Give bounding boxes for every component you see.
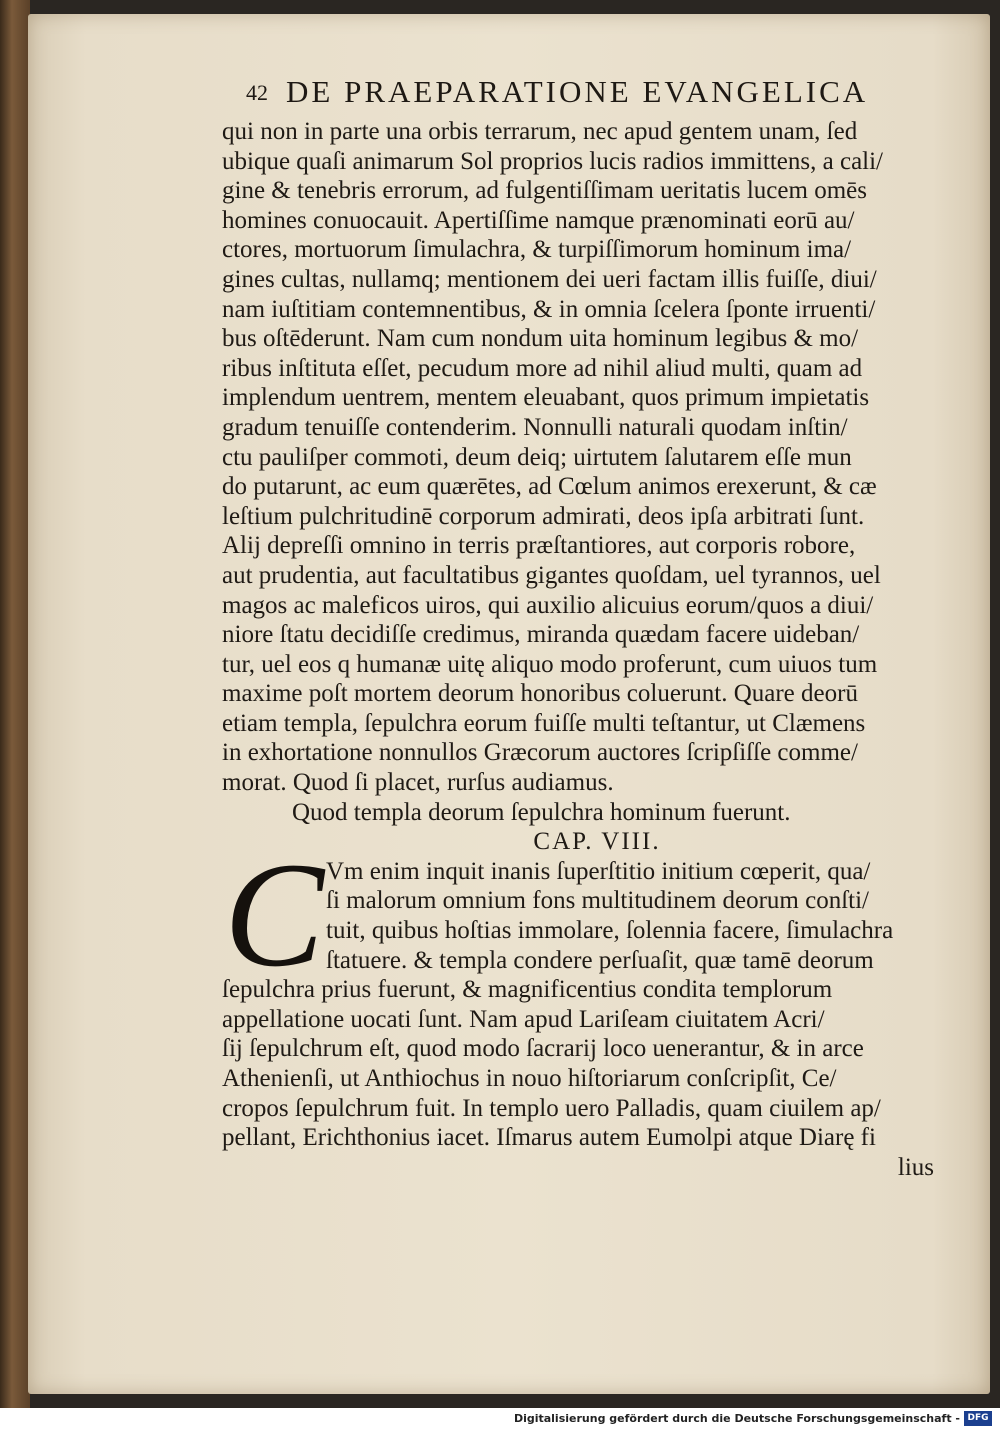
text-line: homines conuocauit. Apertiſſime namque prænominati eorū au/ [222,206,855,234]
text-line: leſtium pulchritudinē corporum admirati, deos ipſa arbitrati ſunt. [222,502,865,530]
text-line: ribus inſtituta eſſet, pecudum more ad nihil aliud multi, quam ad [222,354,863,382]
text-line: aut prudentia, aut facultatibus gigantes quoſdam, uel tyrannos, uel [222,561,881,589]
text-line: morat. Quod ſi placet, rurſus audiamus. [222,769,614,797]
text-line: ctu pauliſper commoti, deum deiq; uirtutem ſalutarem eſſe mun [222,443,852,471]
page-header [246,74,936,114]
drop-cap-initial: C [224,831,325,998]
text-line: in exhortatione nonnullos Græcorum auctores ſcripſiſſe comme/ [222,739,858,767]
book-binding-edge [0,0,30,1408]
footer-bar [0,1408,1000,1430]
text-line: do putarunt, ac eum quærētes, ad Cœlum animos erexerunt, & cæ [222,473,877,501]
text-line: Alij depreſſi omnino in terris præſtantiores, aut corporis robore, [222,532,856,560]
text-line: implendum uentrem, mentem eleuabant, quos primum impietatis [222,384,870,412]
text-line: Athenienſi, ut Anthiochus in nouo hiſtoriarum conſcripſit, Ce/ [222,1065,837,1092]
chapter-heading: CAP. VIII. [533,828,661,856]
text-line: qui non in parte una orbis terrarum, nec apud gentem unam, ſed [222,118,858,145]
dfg-logo: DFG [964,1411,992,1426]
text-line: niore ſtatu decidiſſe credimus, miranda quædam facere uideban/ [222,621,860,649]
paragraph-1 [222,117,942,798]
text-line: nam iuſtitiam contemnentibus, & in omnia ſcelera ſponte irruenti/ [222,295,876,323]
text-line: magos ac maleficos uiros, qui auxilio alicuius eorum/quos a diui/ [222,591,874,619]
page-number: 42 [246,80,268,105]
text-line: ubique quaſi animarum Sol proprios lucis radios immittens, a cali/ [222,147,883,175]
text-line: ſij ſepulchrum eſt, quod modo ſacrarij loco uenerantur, & in arce [222,1035,864,1063]
running-title: DE PRAEPARATIONE EVANGELICA [286,74,869,109]
catchword: lius [897,1153,934,1181]
text-line: maxime poſt mortem deorum honoribus coluerunt. Quare deorū [222,680,858,708]
text-line: tuit, quibus hoſtias immolare, ſolennia facere, ſimulachra [326,917,894,945]
text-line: gine & tenebris errorum, ad fulgentiſſimam ueritatis lucem omēs [222,177,867,205]
text-line: tur, uel eos q humanæ uitę aliquo modo proferunt, cum uiuos tum [222,650,878,678]
funding-credit: Digitalisierung gefördert durch die Deutsche Forschungsgemeinschaft - [513,1412,960,1425]
text-line: ſtatuere. & templa condere perſuaſit, quæ tamē deorum [326,946,874,974]
text-line: gines cultas, nullamq; mentionem dei ueri factam illis fuiſſe, diui/ [222,265,877,293]
section-title: Quod templa deorum ſepulchra hominum fuerunt. [292,798,791,826]
text-line: etiam templa, ſepulchra eorum fuiſſe multi teſtantur, ut Clæmens [222,709,866,737]
text-line: bus oſtēderunt. Nam cum nondum uita hominum legibus & mo/ [222,325,859,353]
text-line: ſepulchra prius fuerunt, & magnificentius condita templorum [222,976,833,1004]
text-line: Vm enim inquit inanis ſuperſtitio initium cœperit, qua/ [326,857,871,885]
text-line: appellatione uocati ſunt. Nam apud Lariſeam ciuitatem Acri/ [222,1005,825,1033]
text-line: pellant, Erichthonius iacet. Iſmarus autem Eumolpi atque Diarę fi [222,1124,876,1152]
text-line: ctores, mortuorum ſimulachra, & turpiſſimorum hominum ima/ [222,236,852,264]
text-line: gradum tenuiſſe contenderim. Nonnulli naturali quodam inſtin/ [222,413,848,441]
text-line: ſi malorum omnium fons multitudinem deorum conſti/ [326,887,870,915]
text-block [222,117,942,1182]
text-line: cropos ſepulchrum fuit. In templo uero Palladis, quam ciuilem ap/ [222,1094,881,1122]
